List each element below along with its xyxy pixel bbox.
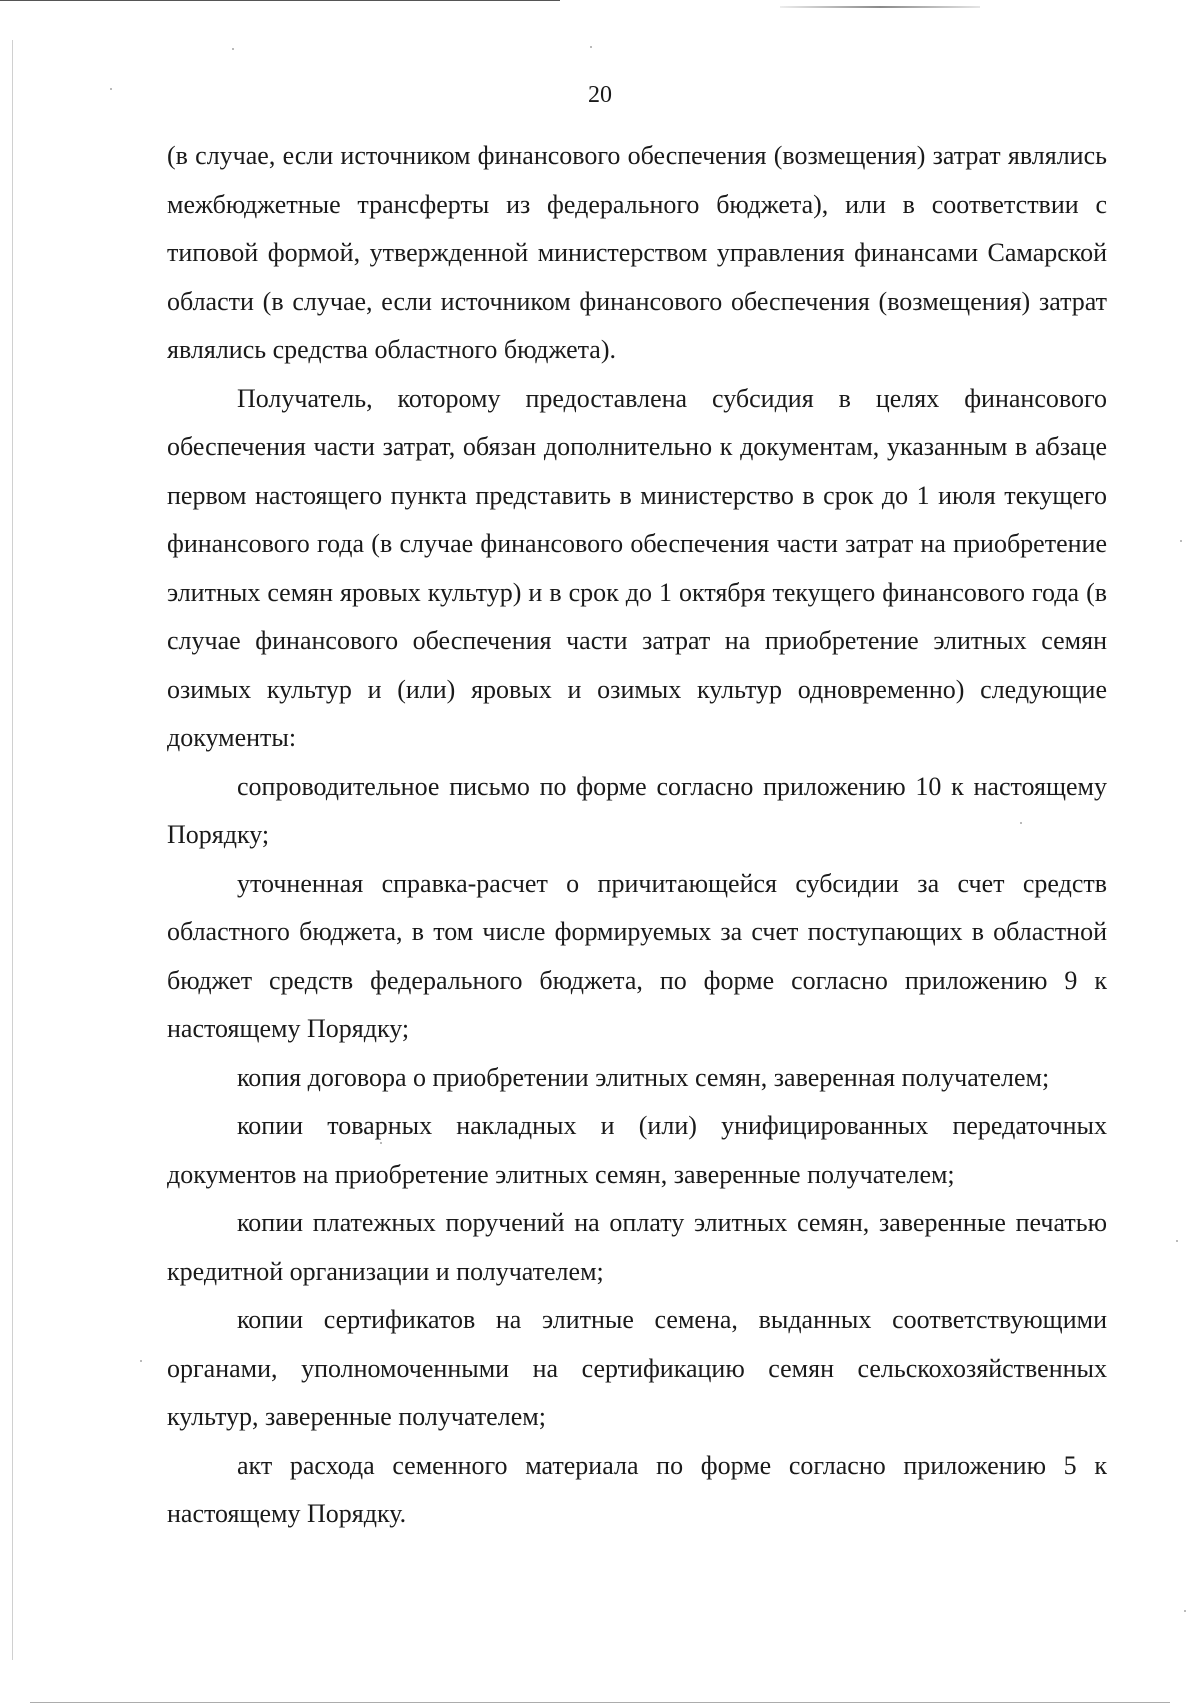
- scan-top-border: [0, 0, 560, 1]
- scan-speck: [1180, 540, 1182, 542]
- list-item: копии товарных накладных и (или) унифицированных передаточных документов на приобретение элитных семян, заверенные получателем;: [167, 1111, 1107, 1189]
- list-item: копия договора о приобретении элитных семян, заверенная получателем;: [237, 1062, 1050, 1092]
- scan-speck: [1176, 1240, 1178, 1242]
- scan-speck: [140, 1360, 142, 1362]
- scan-speck: [590, 46, 592, 48]
- scan-speck: [1184, 1610, 1186, 1612]
- page-number: 20: [588, 82, 612, 108]
- scan-bottom-border: [30, 1702, 1170, 1703]
- paragraph: Получатель, которому предоставлена субсидия в целях финансового обеспечения части затрат, обязан дополнительно к документам, указанным в абзаце первом настоящего пункта представить в министерство в срок до 1 июля текущего финансового года (в случае финансового обеспечения части затрат на приобретение элитных семян яровых культур) и в срок до 1 октября текущего финансового года (в случае финансового обеспечения части затрат на приобретение элитных семян озимых культур и (или) яровых и озимых культур одновременно) следующие документы:: [167, 383, 1107, 752]
- list-item: уточненная справка-расчет о причитающейся субсидии за счет средств областного бюджета, в том числе формируемых за счет поступающих в областной бюджет средств федерального бюджета, по форме согласно приложению 9 к настоящему Порядку;: [167, 868, 1107, 1043]
- scan-speck: [232, 48, 234, 50]
- list-item: копии платежных поручений на оплату элитных семян, заверенные печатью кредитной организации и получателем;: [167, 1208, 1107, 1286]
- document-body: [167, 132, 1107, 1539]
- paragraph: (в случае, если источником финансового обеспечения (возмещения) затрат являлись межбюджетные трансферты из федерального бюджета), или в соответствии с типовой формой, утвержденной министерством управления финансами Самарской области (в случае, если источником финансового обеспечения (возмещения) затрат являлись средства областного бюджета).: [167, 141, 1107, 364]
- scan-left-border: [12, 40, 13, 1660]
- scan-top-smudge: [780, 6, 980, 8]
- list-item: копии сертификатов на элитные семена, выданных соответствующими органами, уполномоченными на сертификацию семян сельскохозяйственных культур, заверенные получателем;: [167, 1305, 1107, 1431]
- list-item: сопроводительное письмо по форме согласно приложению 10 к настоящему Порядку;: [167, 771, 1107, 849]
- list-item: акт расхода семенного материала по форме согласно приложению 5 к настоящему Порядку.: [167, 1450, 1107, 1528]
